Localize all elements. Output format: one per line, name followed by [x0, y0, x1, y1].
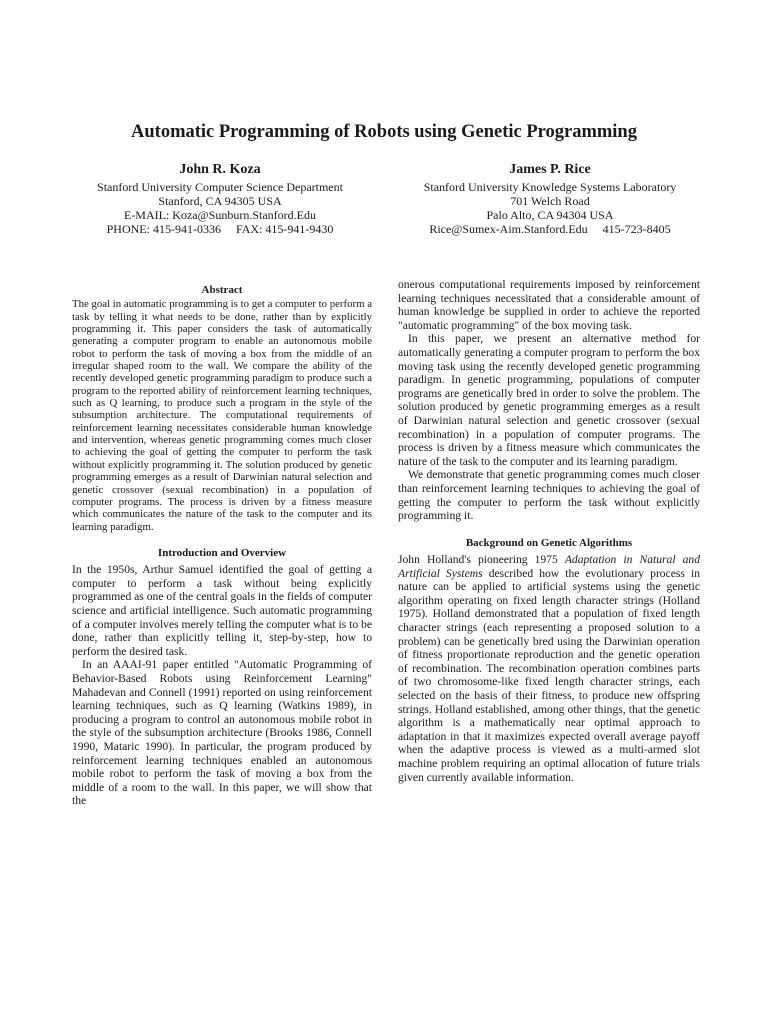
author-name: James P. Rice [509, 162, 591, 177]
author-block-koza [70, 163, 370, 236]
author-name: John R. Koza [179, 162, 261, 177]
author-contact: Rice@Sumex-Aim.Stanford.Edu 415-723-8405 [429, 222, 671, 236]
author-phone: PHONE: 415-941-0336 FAX: 415-941-9430 [106, 222, 334, 236]
author-address: Palo Alto, CA 94304 USA [486, 208, 614, 222]
body-paragraph-2: In this paper, we present an alternative method for automatically generating a computer program to perform the box moving task using the recently developed genetic programming paradigm. In genetic programming, populations of computer programs are genetically bred in order to solve the problem. The solution produced by genetic programming emerges as a result of Darwinian natural selection and genetic crossover (sexual recombination) in a population of computer programs. The process is driven by a fitness measure which communicates the nature of the task to the computer and its learning paradigm. [398, 332, 700, 468]
book-title: Adaptation in Natural and Artificial Systems [398, 553, 700, 580]
paper-title: Automatic Programming of Robots using Genetic Programming [131, 122, 637, 142]
left-column [72, 284, 372, 808]
background-heading: Background on Genetic Algorithms [465, 536, 633, 549]
intro-heading: Introduction and Overview [157, 546, 287, 559]
abstract-heading: Abstract [201, 284, 243, 296]
author-affiliation: Stanford University Knowledge Systems Laboratory [423, 180, 677, 194]
abstract-text: The goal in automatic programming is to get a computer to perform a task by telling it what needs to be done, rather than by explicitly programming it. This paper considers the task of automatically generating a computer program to enable an autonomous mobile robot to perform the task of moving a box from the middle of an irregular shaped room to the wall. We compare the ability of the recently developed genetic programming paradigm to produce such a program to the reported ability of reinforcement learning techniques, such as Q learning, to produce such a program in the style of the subsumption architecture. The computational requirements of reinforcement learning necessitates considerable human knowledge and intervention, whereas genetic programming comes much closer to achieving the goal of getting the computer to perform the task without explicitly programming it. The solution produced by genetic programming emerges as a result of Darwinian natural selection and genetic crossover (sexual recombination) in a population of computer programs. The process is driven by a fitness measure which communicates the nature of the task to the computer and its learning paradigm. [72, 298, 372, 533]
intro-paragraph-2: In an AAAI-91 paper entitled "Automatic Programming of Behavior-Based Robots using Reinforcement Learning" Mahadevan and Connell (1991) reported on using reinforcement learning techniques, such as Q learning (Watkins 1989), in producing a program to control an autonomous mobile robot in the style of the subsumption architecture (Brooks 1986, Connell 1990, Mataric 1990). In particular, the program produced by reinforcement learning techniques enabled an autonomous mobile robot to perform the task of moving a box from the middle of a room to the wall. In this paper, we will show that the [72, 658, 372, 808]
right-column [398, 278, 700, 784]
background-paragraph [398, 553, 700, 784]
background-lead: John Holland's pioneering 1975 [398, 553, 565, 567]
author-email: E-MAIL: Koza@Sunburn.Stanford.Edu [123, 208, 317, 222]
author-affiliation: Stanford University Computer Science Department [97, 180, 343, 194]
author-address: Stanford, CA 94305 USA [158, 194, 282, 208]
body-paragraph-3: We demonstrate that genetic programming comes much closer than reinforcement learning techniques to achieving the goal of getting the computer to perform the task without explicitly programming it. [398, 468, 700, 523]
author-street: 701 Welch Road [510, 194, 590, 208]
background-rest: described how the evolutionary process in nature can be applied to artificial systems using the genetic algorithm operating on fixed length character strings (Holland 1975). Holland demonstrated that a population of fixed length character strings (each representing a proposed solution to a problem) can be genetically bred using the Darwinian operation of fitness proportionate reproduction and the genetic operation of recombination. The recombination operation combines parts of two chromosome-like fixed length character strings, each selected on the basis of their fitness, to produce new offspring strings. Holland established, among other things, that the genetic algorithm is a mathematically near optimal approach to adaptation in that it maximizes expected overall average payoff when the adaptive process is viewed as a multi-armed slot machine problem requiring an optimal allocation of future trials given currently available information. [398, 566, 700, 784]
body-paragraph-1: onerous computational requirements imposed by reinforcement learning techniques necessitated that a considerable amount of human knowledge be supplied in order to achieve the reported "automatic programming" of the box moving task. [398, 278, 700, 332]
author-block-rice [395, 163, 705, 236]
intro-paragraph-1: In the 1950s, Arthur Samuel identified the goal of getting a computer to perform a task without being explicitly programmed as one of the central goals in the fields of computer science and artificial intelligence. Such automatic programming of a computer involves merely telling the computer what is to be done, rather than explicitly telling it, step-by-step, how to perform the desired task. [72, 563, 372, 658]
